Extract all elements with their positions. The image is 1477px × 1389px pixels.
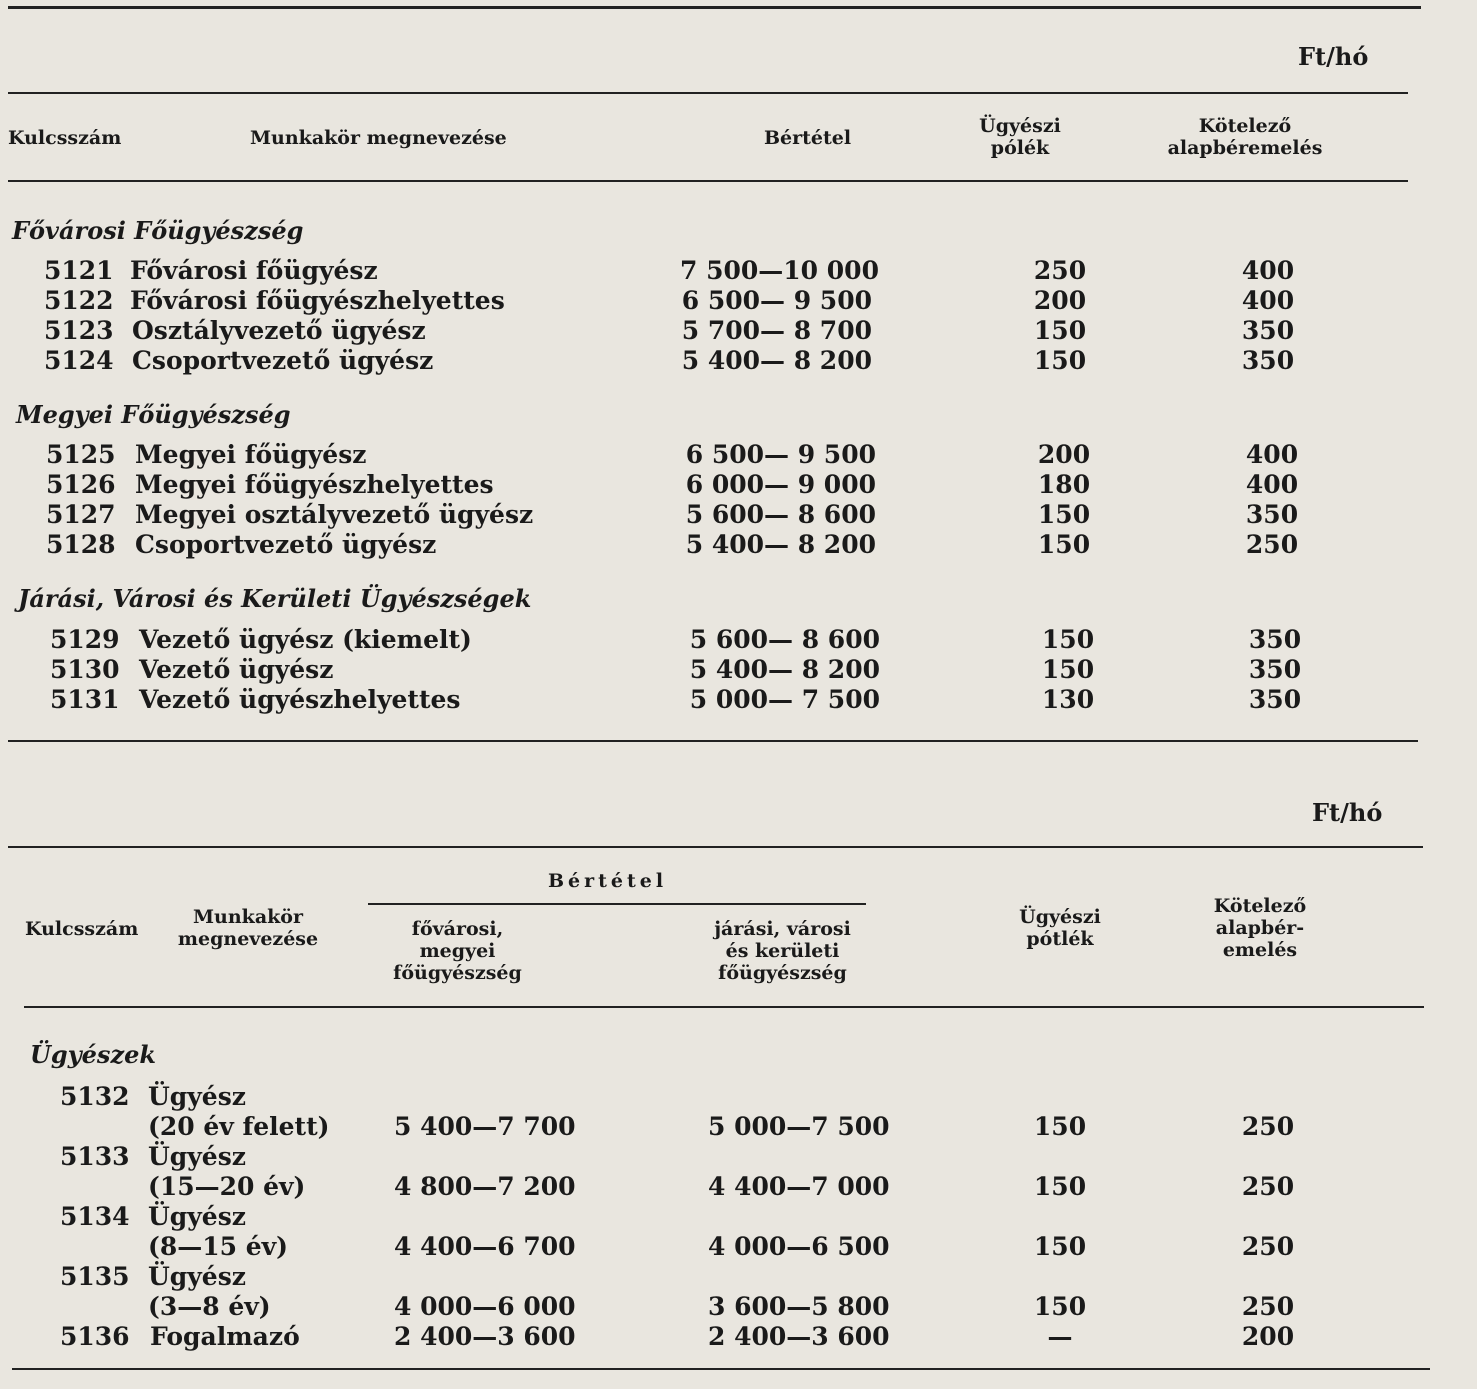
header-district-line2: és kerületi [725, 940, 840, 962]
row-salary-district: 4 400—7 000 [708, 1172, 890, 1201]
header-bottom-rule-1 [8, 180, 1408, 182]
row-salary-district: 4 000—6 500 [708, 1232, 890, 1261]
row-raise: 250 [1241, 1112, 1295, 1141]
row-salary: 5 700— 8 700 [681, 316, 872, 345]
row-salary: 5 600— 8 600 [685, 500, 876, 529]
row-bonus: 250 [1033, 256, 1087, 285]
row-salary: 6 000— 9 000 [685, 470, 876, 499]
row-bonus: 150 [1033, 1292, 1087, 1321]
row-code: 5125 [46, 440, 116, 469]
table-row [0, 316, 1477, 346]
row-title: Osztályvezető ügyész [132, 316, 426, 345]
row-title: Megyei főügyész [135, 440, 367, 469]
row-title-detail: (20 év felett) [148, 1112, 330, 1141]
table2-bottom-rule [12, 1368, 1430, 1370]
row-title: Fővárosi főügyészhelyettes [130, 286, 505, 315]
top-rule [8, 6, 1421, 9]
row-salary: 6 500— 9 500 [685, 440, 876, 469]
row-bonus: 150 [1033, 1172, 1087, 1201]
row-bonus: 150 [1041, 655, 1095, 684]
table-row [0, 530, 1477, 560]
table1-bottom-rule [8, 740, 1418, 742]
row-salary: 5 400— 8 200 [681, 346, 872, 375]
header-bonus-1-line2: pólék [990, 137, 1050, 159]
unit-label-1: Ft/hó [1298, 42, 1369, 71]
table-row [0, 1202, 1477, 1262]
header-bonus-2-line2: pótlék [1026, 928, 1094, 950]
row-title: Megyei főügyészhelyettes [135, 470, 494, 499]
row-salary: 6 500— 9 500 [681, 286, 872, 315]
header-raise-1-line1: Kötelező [1198, 115, 1292, 137]
header-bonus-2-line1: Ügyészi [1019, 906, 1101, 928]
row-code: 5136 [60, 1322, 130, 1351]
row-salary-capital: 4 400—6 700 [394, 1232, 576, 1261]
row-code: 5129 [50, 625, 120, 654]
row-title: Fogalmazó [150, 1322, 300, 1351]
row-code: 5133 [60, 1142, 130, 1171]
row-title: Csoportvezető ügyész [135, 530, 437, 559]
header-capital-line1: fővárosi, [411, 918, 504, 940]
header-district-line3: főügyészség [718, 962, 847, 984]
row-code: 5135 [60, 1262, 130, 1291]
row-code: 5122 [44, 286, 114, 315]
table-row [0, 1262, 1477, 1322]
row-code: 5127 [46, 500, 116, 529]
row-code: 5123 [44, 316, 114, 345]
row-bonus: 150 [1033, 316, 1087, 345]
table1-section1 [0, 256, 1477, 376]
row-salary: 5 400— 8 200 [689, 655, 880, 684]
row-title-detail: (15—20 év) [148, 1172, 306, 1201]
header-district [690, 918, 875, 984]
row-bonus: — [1047, 1322, 1073, 1351]
row-title: Vezető ügyész [139, 655, 334, 684]
row-code: 5134 [60, 1202, 130, 1231]
table-row [0, 470, 1477, 500]
row-title: Vezető ügyészhelyettes [139, 685, 461, 714]
row-code: 5121 [44, 256, 114, 285]
row-raise: 400 [1241, 256, 1295, 285]
header-raise-1-line2: alapbéremelés [1167, 137, 1323, 159]
row-raise: 250 [1241, 1232, 1295, 1261]
row-salary-capital: 4 800—7 200 [394, 1172, 576, 1201]
row-raise: 400 [1245, 470, 1299, 499]
table-row [0, 655, 1477, 685]
row-bonus: 150 [1041, 625, 1095, 654]
row-salary-district: 5 000—7 500 [708, 1112, 890, 1141]
row-raise: 350 [1241, 316, 1295, 345]
row-bonus: 180 [1037, 470, 1091, 499]
row-bonus: 130 [1041, 685, 1095, 714]
row-bonus: 150 [1037, 530, 1091, 559]
unit-label-2: Ft/hó [1312, 798, 1383, 827]
row-code: 5132 [60, 1082, 130, 1111]
header-bonus-1-line1: Ügyészi [979, 115, 1061, 137]
row-code: 5126 [46, 470, 116, 499]
header-bonus-1 [960, 115, 1080, 159]
row-salary: 7 500—10 000 [680, 256, 879, 285]
header-raise-2-line3: emelés [1222, 939, 1298, 961]
header-capital-line3: főügyészség [393, 962, 522, 984]
header-code-1: Kulcsszám [8, 127, 122, 149]
table-row [0, 1322, 1477, 1352]
row-raise: 350 [1248, 655, 1302, 684]
header-capital-line2: megyei [419, 940, 496, 962]
header-capital [370, 918, 545, 984]
header-title-1: Munkakör megnevezése [250, 127, 507, 149]
row-code: 5130 [50, 655, 120, 684]
row-raise: 250 [1241, 1172, 1295, 1201]
header-title-2-line2: megnevezése [177, 928, 319, 950]
row-code: 5128 [46, 530, 116, 559]
row-raise: 400 [1241, 286, 1295, 315]
table2-rows [0, 1082, 1477, 1352]
row-raise: 200 [1241, 1322, 1295, 1351]
row-bonus: 200 [1037, 440, 1091, 469]
table-row [0, 625, 1477, 655]
header-raise-2 [1200, 895, 1320, 961]
header-top-rule-2 [8, 846, 1423, 848]
row-raise: 250 [1245, 530, 1299, 559]
row-salary: 5 600— 8 600 [689, 625, 880, 654]
header-raise-2-line1: Kötelező [1213, 895, 1307, 917]
row-title-detail: (3—8 év) [148, 1292, 271, 1321]
row-bonus: 150 [1033, 1112, 1087, 1141]
header-bonus-2 [1000, 906, 1120, 950]
row-bonus: 150 [1033, 1232, 1087, 1261]
row-title: Ügyész [148, 1082, 246, 1111]
header-salary-group: Bértétel [548, 870, 668, 892]
row-salary-district: 3 600—5 800 [708, 1292, 890, 1321]
row-salary-capital: 5 400—7 700 [394, 1112, 576, 1141]
header-title-2-line1: Munkakör [193, 906, 303, 928]
header-district-line1: járási, városi [714, 918, 851, 940]
header-raise-1 [1150, 115, 1340, 159]
table-row [0, 1142, 1477, 1202]
row-raise: 350 [1241, 346, 1295, 375]
table1-section2 [0, 440, 1477, 560]
section-title: Fővárosi Főügyészség [12, 216, 304, 245]
row-title: Ügyész [148, 1262, 246, 1291]
row-salary: 5 400— 8 200 [685, 530, 876, 559]
table-row [0, 346, 1477, 376]
header-bottom-rule-2 [24, 1006, 1424, 1008]
row-salary-capital: 4 000—6 000 [394, 1292, 576, 1321]
table-row [0, 286, 1477, 316]
row-salary-district: 2 400—3 600 [708, 1322, 890, 1351]
row-salary-capital: 2 400—3 600 [394, 1322, 576, 1351]
header-raise-2-line2: alapbér- [1215, 917, 1305, 939]
section-title: Megyei Főügyészség [16, 400, 291, 429]
row-title: Fővárosi főügyész [130, 256, 378, 285]
row-title: Megyei osztályvezető ügyész [135, 500, 534, 529]
row-code: 5131 [50, 685, 120, 714]
table-row [0, 256, 1477, 286]
header-top-rule-1 [8, 92, 1408, 94]
row-raise: 350 [1248, 685, 1302, 714]
row-title: Vezető ügyész (kiemelt) [139, 625, 472, 654]
section-title: Ügyészek [30, 1040, 156, 1069]
row-raise: 250 [1241, 1292, 1295, 1321]
row-salary: 5 000— 7 500 [689, 685, 880, 714]
section-title: Járási, Városi és Kerületi Ügyészségek [18, 584, 532, 613]
table-row [0, 500, 1477, 530]
row-title-detail: (8—15 év) [148, 1232, 288, 1261]
row-raise: 400 [1245, 440, 1299, 469]
table-row [0, 1082, 1477, 1142]
row-bonus: 200 [1033, 286, 1087, 315]
row-title: Csoportvezető ügyész [132, 346, 434, 375]
table-row [0, 685, 1477, 715]
row-bonus: 150 [1033, 346, 1087, 375]
row-raise: 350 [1245, 500, 1299, 529]
row-raise: 350 [1248, 625, 1302, 654]
header-title-2 [168, 906, 328, 950]
salary-group-rule [368, 903, 866, 905]
table1-section3 [0, 625, 1477, 715]
row-code: 5124 [44, 346, 114, 375]
row-title: Ügyész [148, 1202, 246, 1231]
header-salary-1: Bértétel [764, 127, 852, 149]
header-code-2: Kulcsszám [25, 918, 139, 940]
row-title: Ügyész [148, 1142, 246, 1171]
table-row [0, 440, 1477, 470]
row-bonus: 150 [1037, 500, 1091, 529]
